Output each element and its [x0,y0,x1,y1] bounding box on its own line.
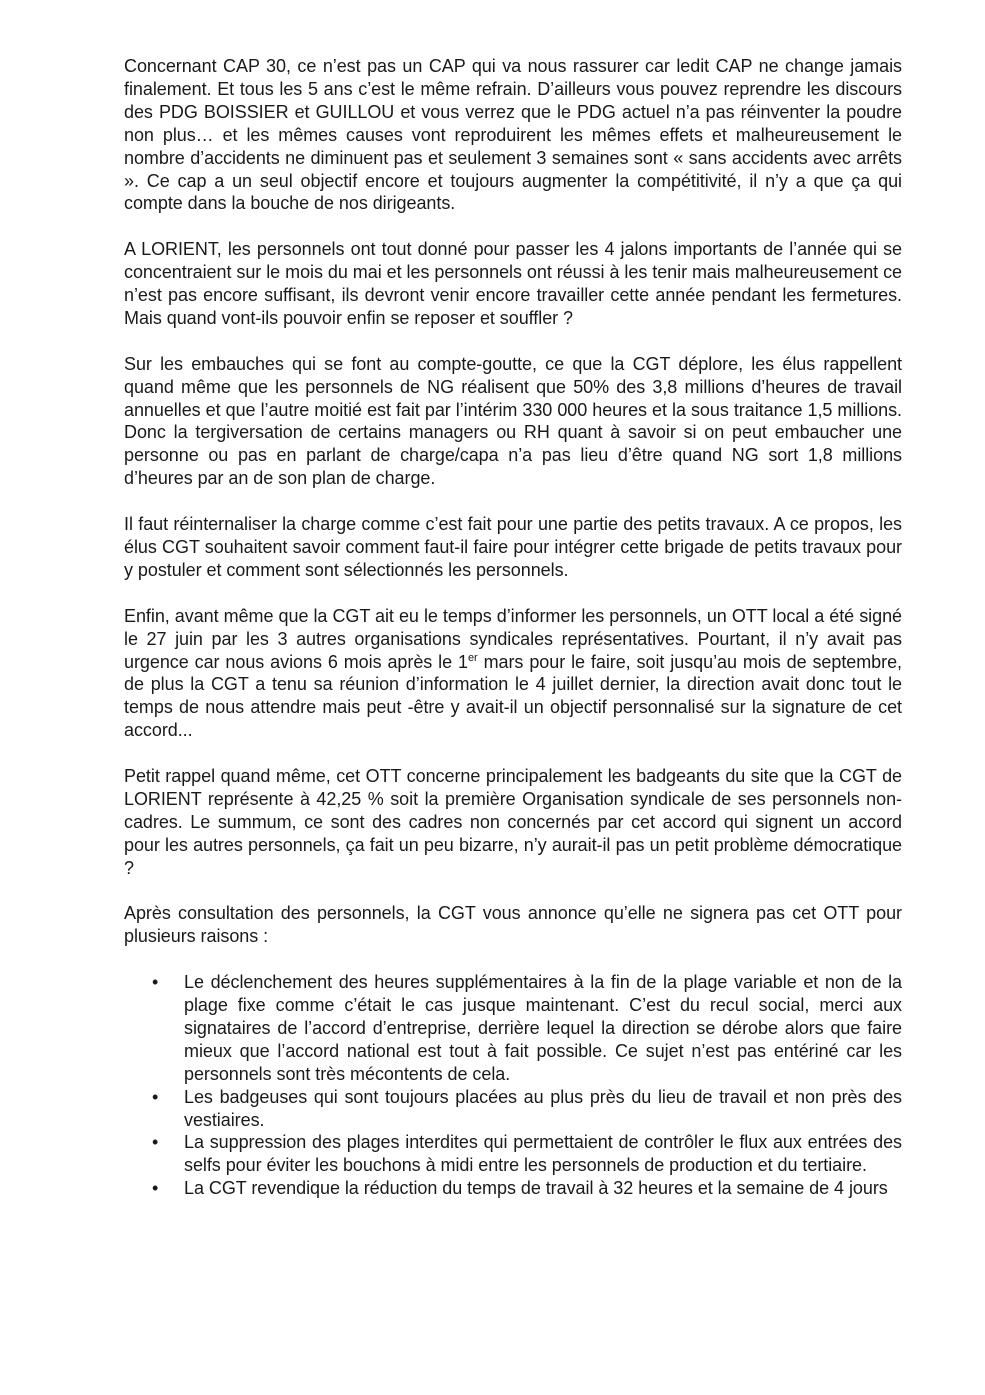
paragraph-reinternaliser: Il faut réinternaliser la charge comme c’est fait pour une partie des petits travaux. A ce propos, les élus CGT souhaitent savoir comment faut-il faire pour intégrer cette brigade de petits travaux pour y postuler et comment sont sélectionnés les personnels. [124,514,902,580]
paragraph-cap30: Concernant CAP 30, ce n’est pas un CAP qui va nous rassurer car ledit CAP ne change jamais finalement. Et tous les 5 ans c’est le même refrain. D’ailleurs vous pouvez reprendre les discours des PDG BOISSIER et GUILLOU et vous verrez que le PDG actuel n’a pas réinventer la poudre non plus… et les mêmes causes vont reproduirent les mêmes effets et malheureusement le nombre d’accidents ne diminuent pas et seulement 3 semaines sont « sans accidents avec arrêts ». Ce cap a un seul objectif encore et toujours augmenter la compétitivité, il n’y a que ça qui compte dans la bouche de nos dirigeants. [124,56,902,214]
list-item-text: La CGT revendique la réduction du temps de travail à 32 heures et la semaine de 4 jours [184,1178,888,1199]
ordinal-superscript: er [467,651,478,664]
document-page [124,55,902,1200]
paragraph-embauches: Sur les embauches qui se font au compte-goutte, ce que la CGT déplore, les élus rappellent quand même que les personnels de NG réalisent que 50% des 3,8 millions d’heures de travail annuelles et que l’autre moitié est fait par l’intérim 330 000 heures et la sous traitance 1,5 millions. Donc la tergiversation de certains managers ou RH quant à savoir si on peut embaucher une personne ou pas en parlant de charge/capa n’a pas lieu d’être quand NG sort 1,8 millions d’heures par an de son plan de charge. [124,353,902,489]
bullet-icon: • [152,1086,159,1107]
bullet-icon: • [152,1178,159,1199]
list-item-text: Le déclenchement des heures supplémentaires à la fin de la plage variable et non de la plage fixe comme c’était le cas jusque maintenant. C’est du recul social, merci aux signataires de l’accord d’entreprise, derrière lequel la direction se dérobe alors que faire mieux que l’accord national est tout à fait possible. Ce sujet n’est pas entériné car les personnels sont très mécontents de cela. [184,972,902,1084]
list-item-text: La suppression des plages interdites qui permettaient de contrôler le flux aux entrées des selfs pour éviter les bouchons à midi entre les personnels de production et du tertiaire. [184,1132,902,1176]
list-item [124,1177,902,1200]
list-item [124,971,902,1086]
paragraph-ott-signature [124,605,902,742]
bullet-icon: • [152,1132,159,1153]
list-item [124,1086,902,1132]
list-item-text: Les badgeuses qui sont toujours placées au plus près du lieu de travail et non près des vestiaires. [184,1086,902,1130]
ott-text-end: mars pour le faire, soit jusqu’au mois de septembre, de plus la CGT a tenu sa réunion d’information le 4 juillet dernier, la direction avait donc tout le temps de nous attendre mais peut -être y avait-il un objectif personnalisé sur la signature de cet accord... [124,651,903,741]
paragraph-consultation: Après consultation des personnels, la CGT vous annonce qu’elle ne signera pas cet OTT pour plusieurs raisons : [124,903,902,947]
paragraph-rappel: Petit rappel quand même, cet OTT concerne principalement les badgeants du site que la CGT de LORIENT représente à 42,25 % soit la première Organisation syndicale de ses personnels non-cadres. Le summum, ce sont des cadres non concernés par cet accord qui signent un accord pour les autres personnels, ça fait un peu bizarre, n’y aurait-il pas un petit problème démocratique ? [124,766,902,878]
reasons-list [124,971,902,1200]
ott-text-start: Enfin, avant même que la CGT ait eu le temps d’informer les personnels, un OTT local a été signé le 27 juin par les 3 autres organisations syndicales représentatives. Pourtant, il n’y avait pas urgence car nous avions 6 mois après le 1 [124,605,902,672]
paragraph-lorient-jalons: A LORIENT, les personnels ont tout donné pour passer les 4 jalons importants de l’année qui se concentraient sur le mois du mai et les personnels ont réussi à les tenir mais malheureusement ce n’est pas encore suffisant, ils devront venir encore travailler cette année pendant les fermetures. Mais quand vont-ils pouvoir enfin se reposer et souffler ? [124,239,902,328]
bullet-icon: • [152,972,159,993]
list-item [124,1131,902,1177]
